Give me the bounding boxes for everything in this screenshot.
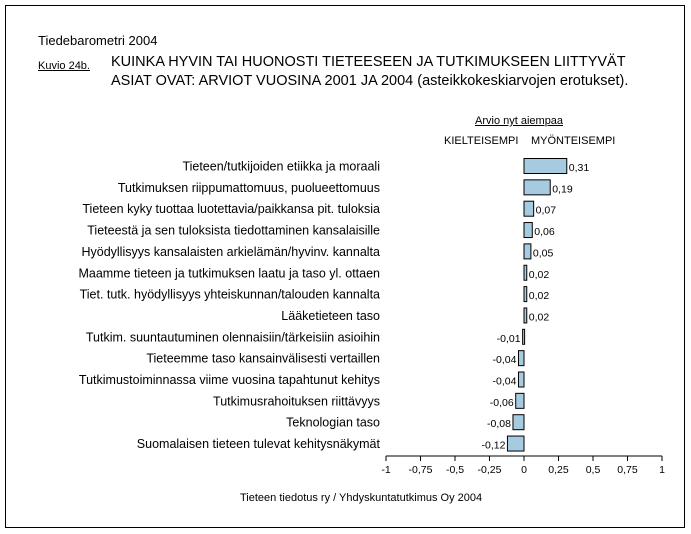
legend-negative: KIELTEISEMPI — [444, 135, 519, 147]
data-label: -0,04 — [492, 354, 517, 367]
category-label: Tieteestä ja sen tuloksista tiedottaminen kansalaisille — [87, 223, 380, 238]
bar — [516, 393, 524, 408]
x-tick-label: 0 — [521, 464, 527, 476]
data-label: 0,02 — [528, 290, 550, 303]
chart-title-line2: ASIAT OVAT: ARVIOT VUOSINA 2001 JA 2004 (asteikkokeskiarvojen erotukset). — [111, 73, 629, 89]
chart-title-line1: KUINKA HYVIN TAI HUONOSTI TIETEESEEN JA TUTKIMUKSEEN LIITTYVÄT — [111, 54, 626, 70]
data-label: 0,05 — [532, 247, 554, 260]
x-tick-label: 0,25 — [548, 464, 569, 476]
bar — [518, 372, 524, 387]
data-label: -0,06 — [489, 396, 514, 409]
data-label: 0,02 — [528, 311, 550, 324]
category-label: Lääketieteen taso — [281, 308, 380, 323]
bar — [518, 351, 524, 366]
category-label: Tutkimustoiminnassa viime vuosina tapahtunut kehitys — [78, 373, 380, 387]
data-label: -0,04 — [492, 375, 517, 388]
category-label: Tutkimusrahoituksen riittävyys — [213, 394, 380, 409]
bar — [524, 223, 532, 238]
data-label: 0,31 — [568, 162, 590, 174]
category-label: Tieteen/tutkijoiden etiikka ja moraali — [182, 159, 380, 174]
x-tick-label: -0,5 — [445, 464, 465, 476]
category-label: Tiet. tutk. hyödyllisyys yhteiskunnan/talouden kannalta — [79, 287, 380, 302]
bar — [524, 201, 534, 216]
category-label: Tutkimuksen riippumattomuus, puolueettomuus — [117, 180, 380, 195]
footer-source: Tieteen tiedotus ry / Yhdyskuntatutkimus Oy 2004 — [240, 492, 483, 504]
category-label: Maamme tieteen ja tutkimuksen laatu ja taso yl. ottaen — [78, 266, 380, 281]
bar — [524, 265, 527, 280]
x-tick-label: -1 — [381, 464, 391, 476]
data-label: 0,02 — [528, 268, 550, 281]
x-tick-label: 0,75 — [617, 464, 638, 476]
data-label: -0,01 — [496, 332, 521, 345]
data-label: -0,12 — [481, 439, 506, 452]
figure-label: Kuvio 24b. — [38, 60, 90, 72]
bar — [507, 436, 524, 451]
series-title: Tiedebarometri 2004 — [38, 33, 158, 48]
bar — [524, 244, 531, 259]
bar — [523, 329, 525, 344]
category-label: Tutkim. suuntautuminen olennaisiin/tärkeisiin asioihin — [85, 330, 380, 345]
bar — [513, 415, 524, 430]
category-label: Tieteemme taso kansainvälisesti vertaillen — [146, 351, 380, 366]
data-label: 0,06 — [534, 226, 555, 239]
data-label: 0,07 — [535, 204, 557, 217]
bar — [524, 287, 527, 302]
data-label: -0,08 — [487, 418, 511, 431]
bar — [524, 159, 567, 174]
category-label: Hyödyllisyys kansalaisten arkielämän/hyvinv. kannalta — [81, 244, 380, 259]
category-label: Suomalaisen tieteen tulevat kehitysnäkymät — [136, 437, 380, 452]
x-tick-label: 0,5 — [585, 464, 601, 476]
bar — [524, 180, 550, 195]
legend-positive: MYÖNTEISEMPI — [531, 135, 616, 147]
category-label: Tieteen kyky tuottaa luotettavia/paikkansa pit. tuloksia — [82, 202, 380, 217]
bar — [524, 308, 527, 323]
data-label: 0,19 — [552, 183, 573, 196]
category-label: Teknologian taso — [286, 415, 380, 430]
x-tick-label: -0,75 — [408, 464, 433, 476]
legend-caption: Arvio nyt aiempaa — [475, 115, 564, 127]
x-tick-label: 1 — [659, 464, 665, 476]
x-tick-label: -0,25 — [477, 464, 502, 476]
